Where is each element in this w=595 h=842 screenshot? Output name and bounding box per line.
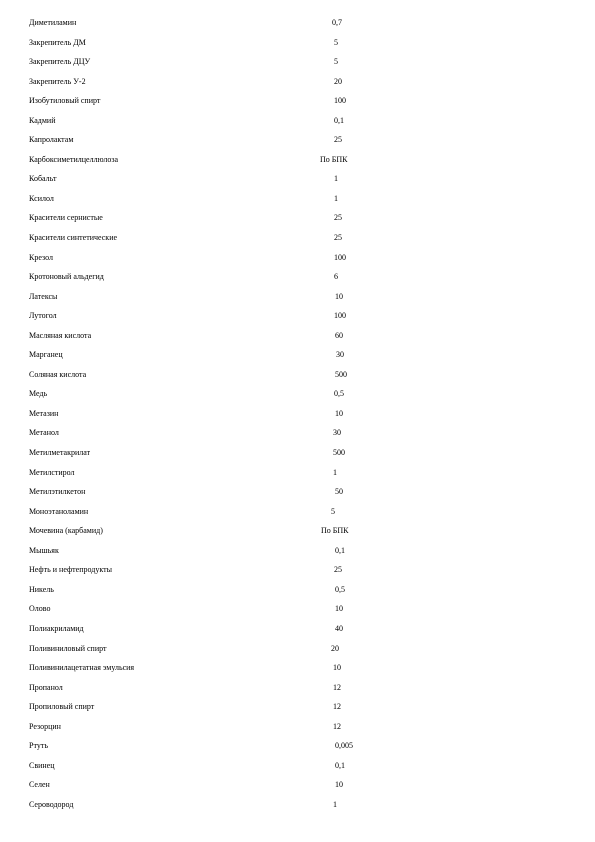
substance-value: 10	[335, 408, 343, 418]
table-row	[0, 34, 595, 54]
substance-name: Крезол	[29, 252, 53, 262]
substance-value: 10	[335, 291, 343, 301]
substance-name: Кротоновый альдегид	[29, 272, 104, 282]
substance-value: 12	[333, 702, 341, 712]
table-row	[0, 249, 595, 269]
substance-value: 500	[333, 448, 345, 458]
substance-value: 30	[336, 350, 344, 360]
substance-value: По БПК	[320, 154, 348, 164]
substance-name: Марганец	[29, 350, 63, 360]
substance-name: Закрепитель У-2	[29, 76, 86, 86]
substance-value: 20	[334, 76, 342, 86]
substance-name: Селен	[29, 780, 50, 790]
substance-name: Красители синтетические	[29, 233, 118, 243]
table-row	[0, 561, 595, 581]
substance-value: 0,1	[334, 115, 344, 125]
table-row	[0, 229, 595, 249]
substance-name: Масляная кислота	[29, 330, 92, 340]
substance-name: Метилэтилкетон	[29, 487, 86, 497]
substance-value: 40	[335, 623, 343, 633]
substance-name: Полиакриламид	[29, 623, 84, 633]
substance-value: 60	[335, 330, 343, 340]
table-row	[0, 757, 595, 777]
substance-value: 6	[334, 272, 338, 282]
table-row	[0, 366, 595, 386]
table-row	[0, 151, 595, 171]
substance-value: 10	[333, 663, 341, 673]
substance-value: 0,5	[335, 584, 345, 594]
substance-value: 20	[331, 643, 339, 653]
substance-name: Карбоксиметилцеллюлоза	[29, 154, 119, 164]
substance-name: Олово	[29, 604, 51, 614]
substance-value: 100	[334, 96, 346, 106]
table-row	[0, 542, 595, 562]
substance-name: Метилметакрилат	[29, 448, 91, 458]
table-row	[0, 679, 595, 699]
table-row	[0, 346, 595, 366]
table-row	[0, 659, 595, 679]
substance-name: Диметиламин	[29, 18, 77, 27]
substance-value: 5	[334, 57, 338, 67]
substance-value: 0,1	[335, 545, 345, 555]
substance-value: 100	[334, 311, 346, 321]
substance-value: 5	[334, 37, 338, 47]
table-row	[0, 288, 595, 308]
substance-name: Моноэтаноламин	[29, 506, 89, 516]
table-row	[0, 209, 595, 229]
substance-name: Красители сернистые	[29, 213, 103, 223]
substance-name: Поливиниловый спирт	[29, 643, 107, 653]
substance-name: Метанол	[29, 428, 59, 438]
substance-value: 0,1	[335, 760, 345, 770]
table-row	[0, 170, 595, 190]
substance-value: 1	[333, 799, 337, 809]
table-row	[0, 503, 595, 523]
substance-name: Сероводород	[29, 799, 74, 809]
substance-name: Мочевина (карбамид)	[29, 526, 103, 536]
table-row	[0, 522, 595, 542]
substance-value: 25	[334, 233, 342, 243]
substance-value: 12	[333, 721, 341, 731]
substance-value: 10	[335, 780, 343, 790]
substance-value: 1	[333, 467, 337, 477]
table-row	[0, 131, 595, 151]
substance-name: Мышьяк	[29, 545, 59, 555]
substance-value: 25	[334, 565, 342, 575]
substance-value: 25	[334, 135, 342, 145]
table-row	[0, 581, 595, 601]
substance-name: Кадмий	[29, 115, 56, 125]
table-row	[0, 796, 595, 816]
substance-name: Лутогол	[29, 311, 57, 321]
substance-name: Латексы	[29, 291, 58, 301]
substance-value: 30	[333, 428, 341, 438]
substance-value: 100	[334, 252, 346, 262]
substance-name: Соляная кислота	[29, 369, 87, 379]
table-row	[0, 640, 595, 660]
table-row	[0, 73, 595, 93]
table-row	[0, 620, 595, 640]
substance-name: Кобальт	[29, 174, 57, 184]
substance-value: 10	[335, 604, 343, 614]
substance-name: Закрепитель ДМ	[29, 37, 86, 47]
substance-name: Изобутиловый спирт	[29, 96, 101, 106]
table-row	[0, 268, 595, 288]
substance-value: 1	[334, 174, 338, 184]
substance-name: Пропанол	[29, 682, 63, 692]
substance-value: 50	[335, 487, 343, 497]
substance-name: Метазин	[29, 408, 59, 418]
substance-value: 500	[335, 369, 347, 379]
table-row	[0, 776, 595, 796]
substance-name: Закрепитель ДЦУ	[29, 57, 91, 67]
table-row	[0, 464, 595, 484]
substance-name: Пропиловый спирт	[29, 702, 95, 712]
substance-value: 0,005	[335, 741, 353, 751]
substance-value: По БПК	[321, 526, 349, 536]
table-row	[0, 483, 595, 503]
substance-name: Поливинилацетатная эмульсия	[29, 663, 135, 673]
table-row	[0, 92, 595, 112]
substance-value: 25	[334, 213, 342, 223]
table-row	[0, 53, 595, 73]
substance-value: 12	[333, 682, 341, 692]
substance-value: 1	[334, 193, 338, 203]
table-row	[0, 327, 595, 347]
substance-name: Ртуть	[29, 741, 48, 751]
table-row	[0, 737, 595, 757]
table-row	[0, 14, 595, 34]
substance-name: Нефть и нефтепродукты	[29, 565, 112, 575]
substance-value: 0,5	[334, 389, 344, 399]
table-row	[0, 424, 595, 444]
table-row	[0, 190, 595, 210]
substance-value: 0,7	[332, 18, 342, 27]
table-row	[0, 718, 595, 738]
table-row	[0, 600, 595, 620]
table-row	[0, 385, 595, 405]
substance-name: Медь	[29, 389, 48, 399]
table-row	[0, 112, 595, 132]
table-row	[0, 405, 595, 425]
table-row	[0, 444, 595, 464]
substance-name: Никель	[29, 584, 54, 594]
substance-value: 5	[331, 506, 335, 516]
substance-name: Метилстирол	[29, 467, 75, 477]
table-row	[0, 698, 595, 718]
substance-name: Резорцин	[29, 721, 61, 731]
substance-name: Свинец	[29, 760, 55, 770]
substance-name: Капролактам	[29, 135, 74, 145]
substance-name: Ксилол	[29, 193, 54, 203]
substance-table	[0, 14, 595, 815]
table-row	[0, 307, 595, 327]
